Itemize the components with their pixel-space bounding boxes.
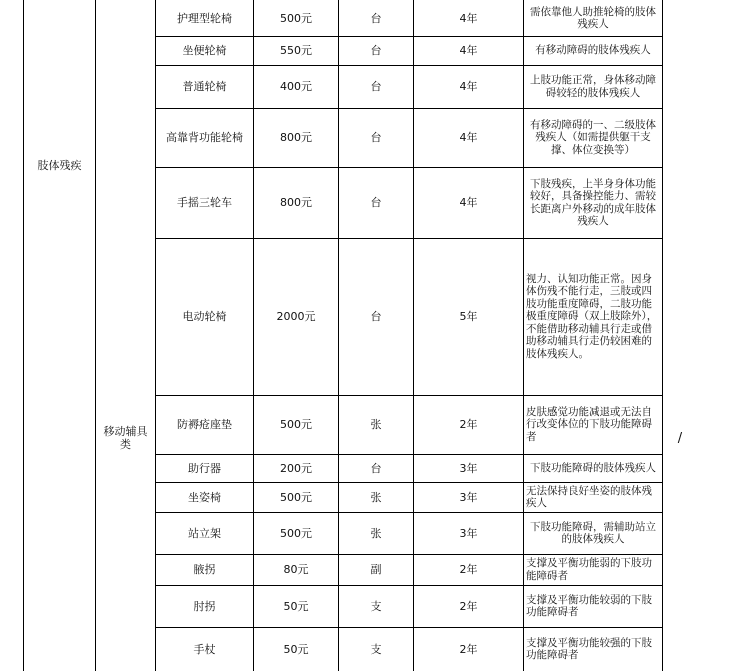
item-target-group: 需依靠他人助推轮椅的肢体残疾人	[530, 5, 656, 30]
item-price: 200元	[280, 461, 312, 475]
item-price: 50元	[283, 642, 309, 656]
item-price: 400元	[280, 80, 312, 93]
item-unit: 支	[370, 599, 382, 613]
item-name: 肘拐	[193, 599, 216, 613]
item-name: 助行器	[188, 461, 221, 475]
item-target-group: 有移动障碍的一、二级肢体残疾人（如需提供躯干支撑、体位变换等）	[530, 118, 656, 156]
item-lifespan: 3年	[459, 526, 478, 540]
grid-line-v0	[23, 0, 24, 671]
item-unit: 台	[370, 11, 382, 25]
item-lifespan: 3年	[459, 490, 478, 504]
item-lifespan: 3年	[459, 461, 478, 475]
item-unit: 张	[370, 526, 382, 540]
item-name: 普通轮椅	[182, 80, 227, 93]
item-name: 坐姿椅	[188, 490, 221, 504]
item-price: 800元	[280, 131, 312, 144]
item-price: 500元	[280, 11, 312, 25]
item-unit: 台	[370, 310, 382, 323]
item-price: 80元	[283, 563, 309, 576]
item-price: 500元	[280, 526, 312, 540]
item-unit: 支	[370, 642, 382, 656]
item-target-group: 视力、认知功能正常。因身体伤残不能行走，三肢或四肢功能重度障碍，二肢功能极重度障碍（双上肢除外），不能借助移动辅具行走或借助移动辅具行走仍较困难的肢体残疾人。	[526, 272, 658, 360]
item-target-group: 皮肤感觉功能减退或无法自行改变体位的下肢功能障碍者	[526, 405, 652, 443]
item-price: 50元	[283, 599, 309, 613]
item-price: 2000元	[276, 310, 316, 323]
item-unit: 台	[370, 196, 382, 209]
item-target-group: 下肢功能障碍，需辅助站立的肢体残疾人	[530, 520, 656, 545]
category-cell	[24, 150, 95, 180]
subcategory-label: 移动辅具类	[103, 425, 148, 451]
item-name: 高靠背功能轮椅	[166, 131, 243, 144]
grid-line-v1	[95, 0, 96, 671]
item-target-group: 上肢功能正常，身体移动障碍较轻的肢体残疾人	[530, 74, 656, 99]
subcategory-cell	[96, 418, 155, 458]
item-unit: 台	[370, 44, 382, 57]
item-unit: 台	[370, 461, 382, 475]
item-price: 500元	[280, 490, 312, 504]
item-lifespan: 4年	[459, 44, 478, 57]
category-label: 肢体残疾	[37, 158, 82, 172]
item-unit: 台	[370, 131, 382, 144]
item-unit: 台	[370, 80, 382, 93]
item-lifespan: 4年	[459, 131, 478, 144]
item-unit: 副	[370, 563, 382, 576]
slash-mark: /	[677, 430, 683, 446]
item-lifespan: 4年	[459, 11, 478, 25]
item-lifespan: 2年	[459, 642, 478, 656]
item-lifespan: 4年	[459, 80, 478, 93]
item-name: 站立架	[188, 526, 221, 540]
item-name: 坐便轮椅	[182, 44, 227, 57]
item-name: 防褥疮座垫	[177, 418, 232, 431]
item-lifespan: 2年	[459, 563, 478, 576]
item-unit: 张	[370, 490, 382, 504]
item-target-group: 下肢功能障碍的肢体残疾人	[530, 461, 656, 474]
item-target-group: 支撑及平衡功能较强的下肢功能障碍者	[526, 636, 652, 661]
item-target-group: 有移动障碍的肢体残疾人	[535, 44, 651, 57]
item-lifespan: 4年	[459, 196, 478, 209]
grid-line-v7	[662, 0, 663, 671]
item-target-group: 下肢残疾，上半身身体功能较好，具备操控能力、需较长距离户外移动的成年肢体残疾人	[530, 177, 656, 227]
item-unit: 张	[370, 418, 382, 431]
item-lifespan: 5年	[459, 310, 478, 323]
item-price: 800元	[280, 196, 312, 209]
item-lifespan: 2年	[459, 418, 478, 431]
item-name: 电动轮椅	[182, 310, 227, 323]
item-price: 550元	[280, 44, 312, 57]
item-target-group: 支撑及平衡功能弱的下肢功能障碍者	[526, 557, 652, 582]
item-name: 腋拐	[193, 563, 216, 576]
item-lifespan: 2年	[459, 599, 478, 613]
item-name: 护理型轮椅	[177, 11, 232, 25]
item-price: 500元	[280, 418, 312, 431]
item-name: 手摇三轮车	[177, 196, 232, 209]
item-target-group: 无法保持良好坐姿的肢体残疾人	[526, 484, 652, 509]
item-target-group: 支撑及平衡功能较弱的下肢功能障碍者	[526, 593, 652, 618]
item-name: 手杖	[193, 642, 216, 656]
